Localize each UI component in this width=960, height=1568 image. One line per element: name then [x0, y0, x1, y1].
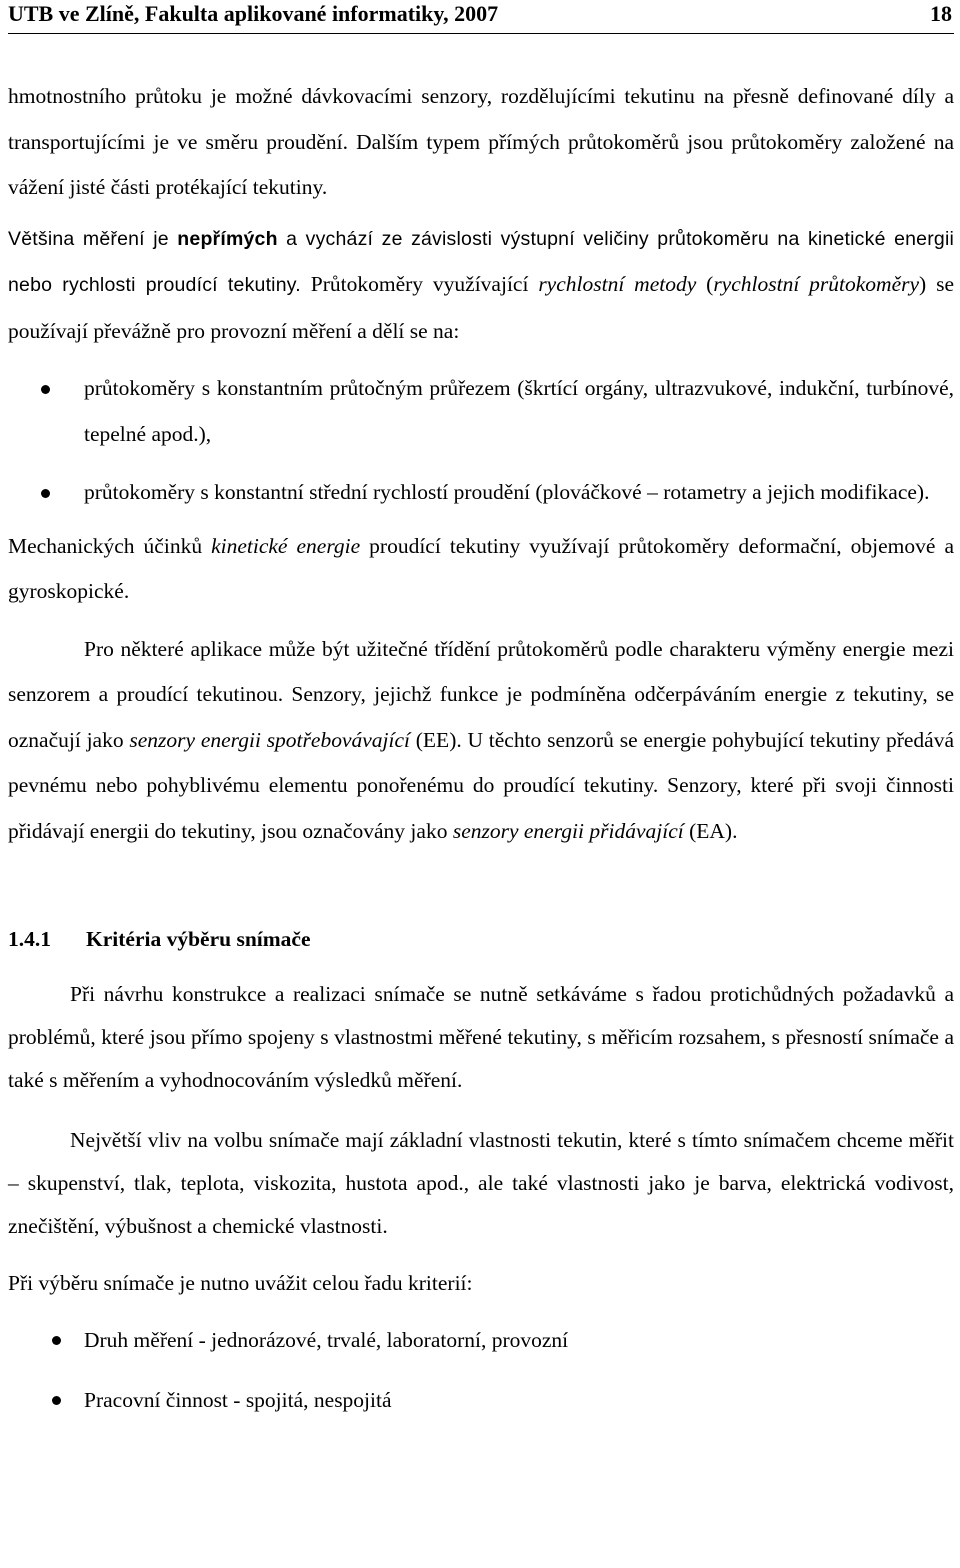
text-fragment: Průtokoměry využívající [300, 272, 539, 296]
bullet-icon [52, 1336, 61, 1345]
paragraph-design-requirements: Při návrhu konstrukce a realizaci snímače se nutně setkáváme s řadou protichůdných požadavků a problémů, které jsou přímo spojeny s vlastnostmi měřené tekutiny, s měřicím rozsahem, s přesností snímače a také s měřením a vyhodnocováním výsledků měření. [8, 982, 954, 1092]
list-item [8, 1325, 954, 1355]
paragraph-direct-flowmeters: hmotnostního průtoku je možné dávkovacími senzory, rozdělujícími tekutinu na přesně definované díly a transportujícími je ve směru proudění. Dalším typem přímých průtokoměrů jsou průtokoměry založené na vážení jisté části protékající tekutiny. [8, 84, 954, 199]
text-fragment: proudící tekutiny využívají průtokoměry deformační, objemové a gyroskopické. [8, 533, 954, 603]
paragraph-energy-classification [8, 627, 954, 855]
flowmeter-type-list [8, 366, 954, 516]
bold-term: nepřímých [177, 227, 278, 250]
text-fragment: (EE). U těchto senzorů se energie pohybující tekutiny předává pevnému nebo pohyblivému elementu ponořenému do proudící tekutiny. Senzory, které při svoji činnosti přidávají energii do tekutiny, jsou označovány jako [8, 727, 954, 843]
header-title: UTB ve Zlíně, Fakulta aplikované informatiky, 2007 [8, 1, 499, 26]
paragraph-criteria-intro: Při výběru snímače je nutno uvážit celou řadu kriterií: [8, 1271, 473, 1295]
text-fragment: ) se používají převážně pro provozní měření a dělí se na: [8, 272, 954, 343]
list-item-text: Druh měření - jednorázové, trvalé, laboratorní, provozní [84, 1328, 569, 1352]
italic-term: rychlostní průtokoměry [713, 272, 920, 296]
list-item [8, 366, 954, 457]
italic-term: rychlostní metody [538, 272, 697, 296]
document-body [8, 74, 954, 1415]
italic-term: kinetické energie [211, 533, 361, 558]
paragraph-indirect-measurement [8, 216, 954, 355]
section-title: Kritéria výběru snímače [86, 927, 311, 951]
bullet-icon [52, 1396, 61, 1405]
list-item-text: průtokoměry s konstantním průtočným průřezem (škrtící orgány, ultrazvukové, indukční, turbínové, tepelné apod.), [84, 376, 954, 446]
text-fragment: a vychází ze závislosti výstupní veličiny průtokoměru na kinetické energii nebo rychlosti proudící tekutiny. [8, 227, 955, 296]
bullet-icon [41, 489, 50, 498]
page-number: 18 [930, 1, 952, 26]
list-item [8, 470, 954, 516]
paragraph-fluid-properties: Největší vliv na volbu snímače mají základní vlastnosti tekutin, které s tímto snímačem chceme měřit – skupenství, tlak, teplota, viskozita, hustota apod., ale také vlastnosti jako je barva, elektrická vodivost, znečištění, výbušnost a chemické vlastnosti. [8, 1128, 954, 1238]
text-fragment: Pro některé aplikace může být užitečné třídění průtokoměrů podle charakteru výměny energie mezi senzorem a proudící tekutinou. Senzory, jejichž funkce je podmíněna odčerpáváním energie z tekutiny, se označují jako [8, 636, 954, 752]
text-fragment: Mechanických účinků [8, 533, 212, 558]
section-number: 1.4.1 [8, 927, 51, 951]
paragraph-mechanical-effects [8, 524, 954, 615]
bullet-icon [41, 385, 50, 394]
text-fragment: ( [696, 272, 714, 296]
text-fragment: (EA). [683, 818, 738, 843]
list-item-text: průtokoměry s konstantní střední rychlostí proudění (plováčkové – rotametry a jejich modifikace). [84, 480, 930, 504]
page-header [8, 0, 954, 34]
list-item [8, 1385, 954, 1415]
italic-term: senzory energii spotřebovávající [129, 727, 410, 752]
criteria-list [8, 1325, 954, 1415]
text-fragment: Většina měření je [8, 227, 178, 250]
section-heading [8, 924, 954, 954]
list-item-text: Pracovní činnost - spojitá, nespojitá [84, 1388, 392, 1412]
italic-term: senzory energii přidávající [452, 818, 684, 843]
